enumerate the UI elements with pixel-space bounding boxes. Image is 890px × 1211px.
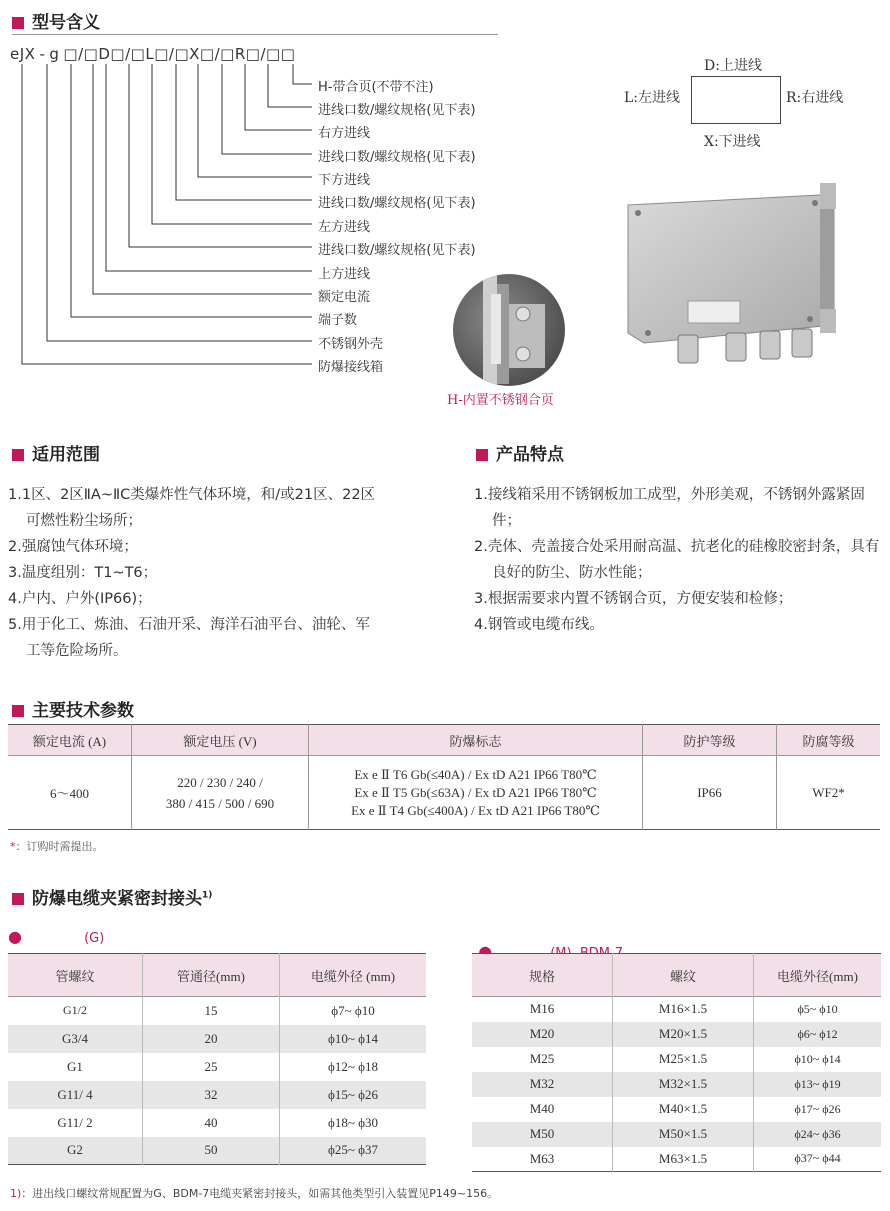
section-title-model: 型号含义: [12, 8, 100, 33]
table-row: G2 50 ϕ25~ ϕ37: [8, 1137, 426, 1165]
features-list: [474, 482, 886, 638]
params-table: [8, 724, 880, 830]
params-current: 6～400: [8, 756, 132, 830]
scope-item: 4.户内、户外(IP66)；: [8, 591, 152, 607]
table-row: M63 M63×1.5 ϕ37~ ϕ44: [472, 1147, 881, 1172]
diagram-left-label: L:左进线: [624, 90, 681, 106]
meaning-item: 端子数: [318, 313, 358, 328]
table-row: G1/2 15 ϕ7~ ϕ10: [8, 997, 426, 1025]
table-row: M16 M16×1.5 ϕ5~ ϕ10: [472, 997, 881, 1022]
params-ip: IP66: [643, 756, 777, 830]
gland-m-header: 电缆外径(mm): [777, 968, 858, 984]
scope-item: 3.温度组别：T1~T6；: [8, 565, 158, 581]
section-title-gland: 防爆电缆夹紧密封接头$^{1)}$: [12, 884, 212, 909]
scope-item: 5.用于化工、炼油、石油开采、海洋石油平台、油轮、军工等危险场所。: [8, 617, 370, 659]
footnote: 1)：进出线口螺纹常规配置为G、BDM-7电缆夹紧密封接头，如需其他类型引入装置见P149~156。: [10, 1187, 499, 1200]
table-row: M50 M50×1.5 ϕ24~ ϕ36: [472, 1122, 881, 1147]
section-marker-icon: [12, 705, 24, 717]
bullet-icon: ●: [8, 927, 22, 946]
section-title-scope: 适用范围: [12, 440, 100, 465]
gland-g-header: 管螺纹: [8, 954, 143, 997]
meaning-item: 右方进线: [318, 126, 371, 141]
meaning-item: 进线口数/螺纹规格(见下表): [318, 243, 476, 258]
bullet-icon: ●: [478, 942, 493, 961]
section-title-params: 主要技术参数: [12, 696, 134, 721]
meaning-item: 进线口数/螺纹规格(见下表): [318, 150, 476, 165]
model-code: eJX - g □/□D□/□L□/□X□/□R□/□□: [10, 45, 296, 63]
gland-m-header: 螺纹: [613, 954, 754, 997]
params-note: *：订购时需提出。: [10, 840, 104, 853]
gland-m-label: ● (M) BDM-7: [478, 942, 623, 961]
params-header: 额定电压 (V): [132, 725, 309, 756]
gland-g-header: 管通径(mm): [143, 954, 280, 997]
diagram-bottom-label: X:下进线: [704, 134, 761, 150]
meaning-item: 进线口数/螺纹规格(见下表): [318, 103, 476, 118]
diagram-top-label: D:上进线: [704, 58, 762, 74]
scope-list: [8, 482, 380, 664]
table-row: G3/4 20 ϕ10~ ϕ14: [8, 1025, 426, 1053]
gland-m-table: [472, 953, 881, 1172]
meaning-item: 进线口数/螺纹规格(见下表): [318, 196, 476, 211]
params-marks: Ex e Ⅱ T6 Gb(≤40A) / Ex tD A21 IP66 T80℃ Ex e Ⅱ T5 Gb(≤63A) / Ex tD A21 IP66 T80℃ Ex e Ⅱ T4 Gb(≤400A) / Ex tD A21 IP66 T80℃: [309, 756, 643, 830]
table-row: G1 25 ϕ12~ ϕ18: [8, 1053, 426, 1081]
params-header: 额定电流 (A): [8, 725, 132, 756]
params-header: 防护等级: [643, 725, 777, 756]
table-row: M20 M20×1.5 ϕ6~ ϕ12: [472, 1022, 881, 1047]
params-header: 防爆标志: [309, 725, 643, 756]
meaning-item: 下方进线: [318, 173, 371, 188]
meaning-item: 上方进线: [318, 267, 371, 282]
hinge-image: [453, 274, 565, 386]
section-marker-icon: [476, 449, 488, 461]
meaning-item: 防爆接线箱: [318, 360, 384, 375]
table-row: M32 M32×1.5 ϕ13~ ϕ19: [472, 1072, 881, 1097]
hinge-photo: [453, 274, 565, 386]
model-leader-lines: [0, 0, 330, 380]
section-title-features: 产品特点: [476, 440, 564, 465]
meaning-item: 额定电流: [318, 290, 371, 305]
feature-item: 2.壳体、壳盖接合处采用耐高温、抗老化的硅橡胶密封条，具有良好的防尘、防水性能；: [474, 539, 880, 581]
params-wf: WF2*: [812, 784, 845, 800]
feature-item: 4.钢管或电缆布线。: [474, 617, 604, 633]
table-row: G11/ 2 40 ϕ18~ ϕ30: [8, 1109, 426, 1137]
diagram-right-label: R:右进线: [786, 90, 844, 106]
hinge-caption: H-内置不锈钢合页: [447, 393, 554, 408]
section-marker-icon: [12, 893, 24, 905]
meaning-hinge: H-带合页(不带不注): [318, 80, 434, 95]
table-row: G11/ 4 32 ϕ15~ ϕ26: [8, 1081, 426, 1109]
meaning-item: 不锈钢外壳: [318, 337, 384, 352]
meaning-item: 左方进线: [318, 220, 371, 235]
gland-m-header: 规格: [472, 954, 613, 997]
scope-item: 1.1区、2区ⅡA~ⅡC类爆炸性气体环境，和/或21区、22区可燃性粉尘场所；: [8, 487, 376, 529]
gland-g-table: [8, 953, 426, 1165]
table-row: M25 M25×1.5 ϕ10~ ϕ14: [472, 1047, 881, 1072]
diagram-box: [691, 76, 781, 124]
gland-g-label: ● (G): [8, 927, 105, 946]
feature-item: 3.根据需要求内置不锈钢合页，方便安装和检修；: [474, 591, 793, 607]
section-marker-icon: [12, 449, 24, 461]
junction-box-photo: [620, 183, 850, 373]
params-header: 防腐等级: [802, 733, 855, 749]
scope-item: 2.强腐蚀气体环境；: [8, 539, 138, 555]
feature-item: 1.接线箱采用不锈钢板加工成型，外形美观，不锈钢外露紧固件；: [474, 487, 865, 529]
table-row: M40 M40×1.5 ϕ17~ ϕ26: [472, 1097, 881, 1122]
gland-g-header: 电缆外径 (mm): [310, 968, 396, 984]
params-voltage: 220 / 230 / 240 / 380 / 415 / 500 / 690: [132, 756, 309, 830]
